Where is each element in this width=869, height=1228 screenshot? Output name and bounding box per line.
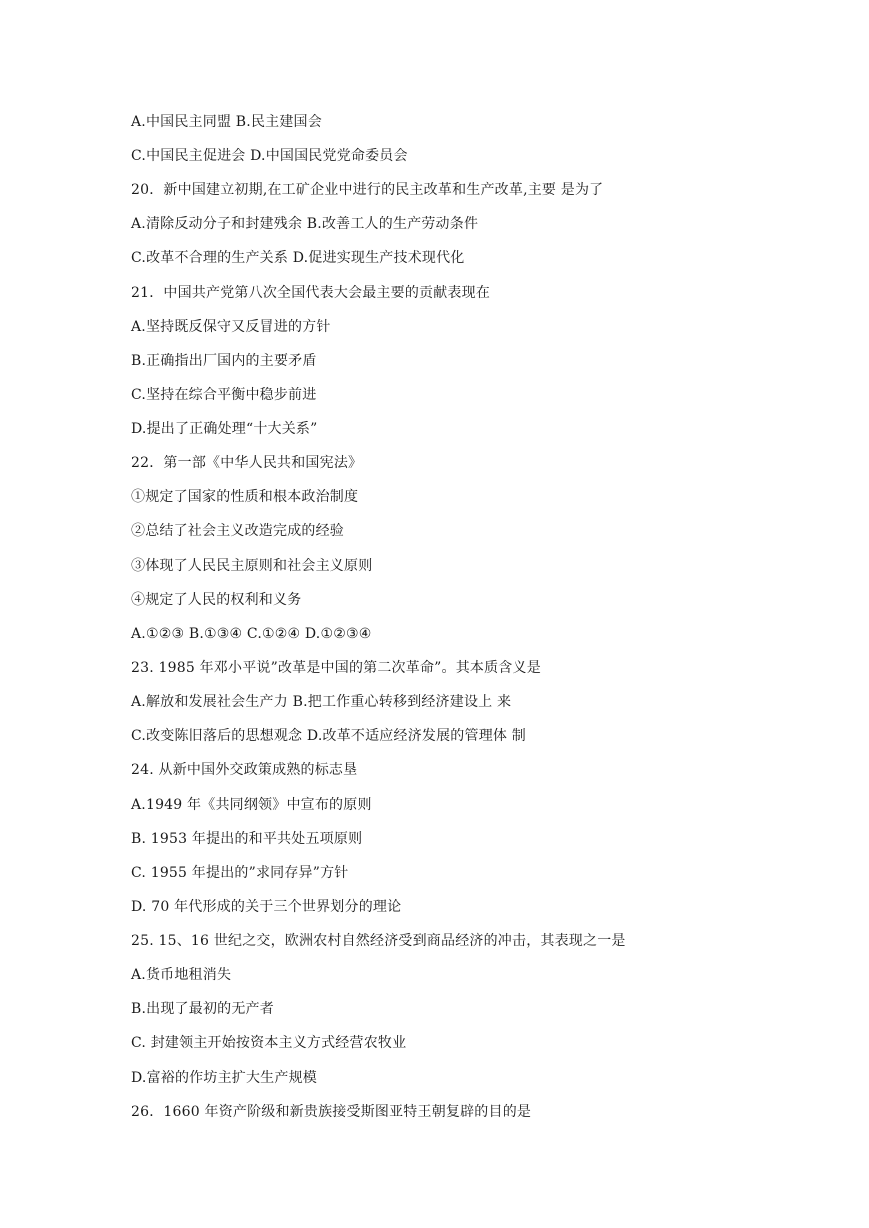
statement-line: ②总结了社会主义改造完成的经验 <box>131 523 344 539</box>
option-line: D.提出了正确处理“十大关系” <box>131 421 318 437</box>
option-line: C.中国民主促进会 D.中国国民党党命委员会 <box>131 148 408 164</box>
option-line: A.坚持既反保守又反冒进的方针 <box>131 319 331 335</box>
option-line: C. 封建领主开始按资本主义方式经营农牧业 <box>131 1035 407 1051</box>
option-line: A.1949 年《共同纲领》中宣布的原则 <box>131 797 372 813</box>
option-line: A.清除反动分子和封建残余 B.改善工人的生产劳动条件 <box>131 216 479 232</box>
option-line: C.改变陈旧落后的思想观念 D.改革不适应经济发展的管理体 制 <box>131 728 526 744</box>
question-22: 22．第一部《中华人民共和国宪法》 <box>131 455 363 471</box>
statement-line: ③体现了人民民主原则和社会主义原则 <box>131 558 373 574</box>
option-line: B.出现了最初的无产者 <box>131 1001 274 1017</box>
option-line: A.解放和发展社会生产力 B.把工作重心转移到经济建设上 来 <box>131 694 512 710</box>
option-line: A.货币地租消失 <box>131 967 232 983</box>
statement-line: ①规定了国家的性质和根本政治制度 <box>131 489 359 505</box>
question-21: 21．中国共产党第八次全国代表大会最主要的贡献表现在 <box>131 285 491 301</box>
question-26: 26．1660 年资产阶级和新贵族接受斯图亚特王朝复辟的目的是 <box>131 1104 532 1120</box>
option-line: B.正确指出厂国内的主要矛盾 <box>131 353 317 369</box>
option-line: D.富裕的作坊主扩大生产规模 <box>131 1070 317 1086</box>
option-line: A.①②③ B.①③④ C.①②④ D.①②③④ <box>131 626 372 642</box>
option-line: A.中国民主同盟 B.民主建国会 <box>131 114 322 130</box>
question-20: 20．新中国建立初期,在工矿企业中进行的民主改革和生产改革,主要 是为了 <box>131 182 604 198</box>
option-line: C.改革不合理的生产关系 D.促进实现生产技术现代化 <box>131 250 465 266</box>
option-line: C.坚持在综合平衡中稳步前进 <box>131 387 317 403</box>
question-25: 25. 15、16 世纪之交，欧洲农村自然经济受到商品经济的冲击，其表现之一是 <box>131 933 626 949</box>
option-line: D. 70 年代形成的关于三个世界划分的理论 <box>131 899 402 915</box>
option-line: B. 1953 年提出的和平共处五项原则 <box>131 831 363 847</box>
question-24: 24. 从新中国外交政策成熟的标志垦 <box>131 762 358 778</box>
option-line: C. 1955 年提出的”求同存异”方针 <box>131 865 349 881</box>
question-23: 23. 1985 年邓小平说”改革是中国的第二次革命”。其本质含义是 <box>131 660 541 676</box>
statement-line: ④规定了人民的权利和义务 <box>131 592 302 608</box>
